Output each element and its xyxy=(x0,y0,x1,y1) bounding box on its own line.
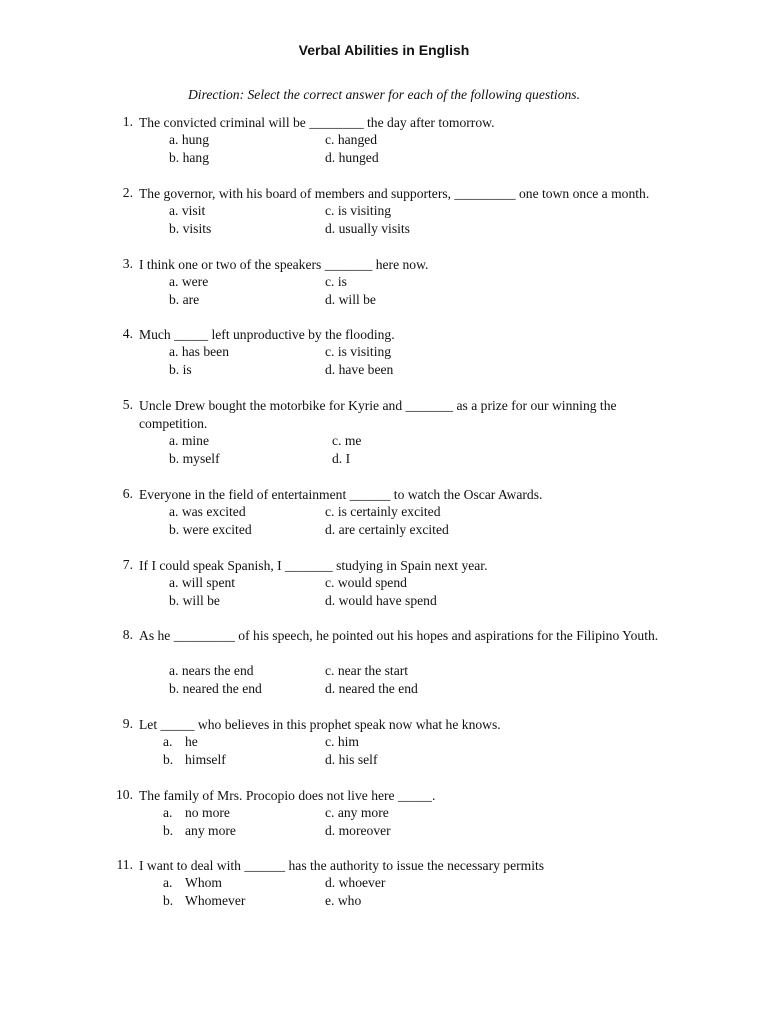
option-e: e. who xyxy=(325,893,362,908)
option-a: a. hung xyxy=(169,132,210,147)
question-text: Everyone in the field of entertainment ______ to watch the Oscar Awards. xyxy=(139,487,543,502)
question-text: I want to deal with ______ has the authority to issue the necessary permits xyxy=(139,858,545,873)
option-d: d. would have spend xyxy=(325,593,437,608)
question-number: 5. xyxy=(122,397,133,412)
option-b: b. will be xyxy=(169,593,220,608)
question-number: 2. xyxy=(122,185,133,200)
option-a: he xyxy=(185,734,198,749)
option-a: a. has been xyxy=(169,344,230,359)
option-d: d. I xyxy=(332,451,351,466)
option-a-letter: a. xyxy=(163,805,173,820)
option-c: c. is visiting xyxy=(325,203,392,218)
question-text: Let _____ who believes in this prophet speak now what he knows. xyxy=(139,717,501,732)
option-d: d. usually visits xyxy=(325,221,410,236)
question-text: The governor, with his board of members and supporters, _________ one town once a month. xyxy=(139,186,650,201)
option-d: d. moreover xyxy=(325,823,391,838)
question-number: 11. xyxy=(116,857,133,872)
question-text: Uncle Drew bought the motorbike for Kyrie and _______ as a prize for our winning the competition. xyxy=(139,398,617,431)
option-a: a. were xyxy=(169,274,209,289)
option-a: a. was excited xyxy=(169,504,246,519)
question-number: 9. xyxy=(122,716,133,731)
option-d: d. will be xyxy=(325,292,376,307)
question-number: 7. xyxy=(122,557,133,572)
question-text: Much _____ left unproductive by the flooding. xyxy=(139,327,395,342)
option-a: a. visit xyxy=(169,203,206,218)
option-a-letter: a. xyxy=(163,734,173,749)
option-d: d. hunged xyxy=(325,150,379,165)
option-b-letter: b. xyxy=(163,752,174,767)
option-b-letter: b. xyxy=(163,823,174,838)
question-number: 10. xyxy=(116,787,133,802)
option-b: b. neared the end xyxy=(169,681,262,696)
option-b: b. were excited xyxy=(169,522,252,537)
option-d: d. have been xyxy=(325,362,394,377)
question-number: 6. xyxy=(122,486,133,501)
option-c: c. is certainly excited xyxy=(325,504,441,519)
question-number: 3. xyxy=(122,256,133,271)
option-b: Whomever xyxy=(185,893,246,908)
question-text: The convicted criminal will be ________ the day after tomorrow. xyxy=(139,115,495,130)
page-title: Verbal Abilities in English xyxy=(298,42,470,58)
option-c: c. near the start xyxy=(325,663,409,678)
directions-text: Direction: Select the correct answer for each of the following questions. xyxy=(187,87,580,102)
option-c: c. is xyxy=(325,274,347,289)
option-d: d. neared the end xyxy=(325,681,418,696)
question-text: I think one or two of the speakers _______ here now. xyxy=(139,257,429,272)
option-a: a. will spent xyxy=(169,575,236,590)
option-b: b. is xyxy=(169,362,192,377)
option-a: no more xyxy=(185,805,230,820)
option-c: c. any more xyxy=(325,805,389,820)
option-d: d. whoever xyxy=(325,875,386,890)
option-a: Whom xyxy=(185,875,222,890)
option-a-letter: a. xyxy=(163,875,173,890)
option-c: c. him xyxy=(325,734,359,749)
option-c: c. me xyxy=(332,433,362,448)
question-number: 1. xyxy=(122,114,133,129)
option-d: d. are certainly excited xyxy=(325,522,449,537)
question-number: 8. xyxy=(122,627,133,642)
option-b: b. myself xyxy=(169,451,220,466)
question-number: 4. xyxy=(122,326,133,341)
option-d: d. his self xyxy=(325,752,378,767)
option-b: b. visits xyxy=(169,221,212,236)
option-c: c. hanged xyxy=(325,132,378,147)
option-c: c. is visiting xyxy=(325,344,392,359)
option-b: himself xyxy=(185,752,226,767)
question-text: The family of Mrs. Procopio does not live here _____. xyxy=(139,788,436,803)
option-a: a. mine xyxy=(169,433,210,448)
option-b: b. are xyxy=(169,292,200,307)
option-a: a. nears the end xyxy=(169,663,254,678)
option-b: any more xyxy=(185,823,236,838)
option-b: b. hang xyxy=(169,150,210,165)
question-text: As he _________ of his speech, he pointed out his hopes and aspirations for the Filipino Youth. xyxy=(139,628,659,643)
option-b-letter: b. xyxy=(163,893,174,908)
question-text: If I could speak Spanish, I _______ studying in Spain next year. xyxy=(139,558,488,573)
option-c: c. would spend xyxy=(325,575,407,590)
